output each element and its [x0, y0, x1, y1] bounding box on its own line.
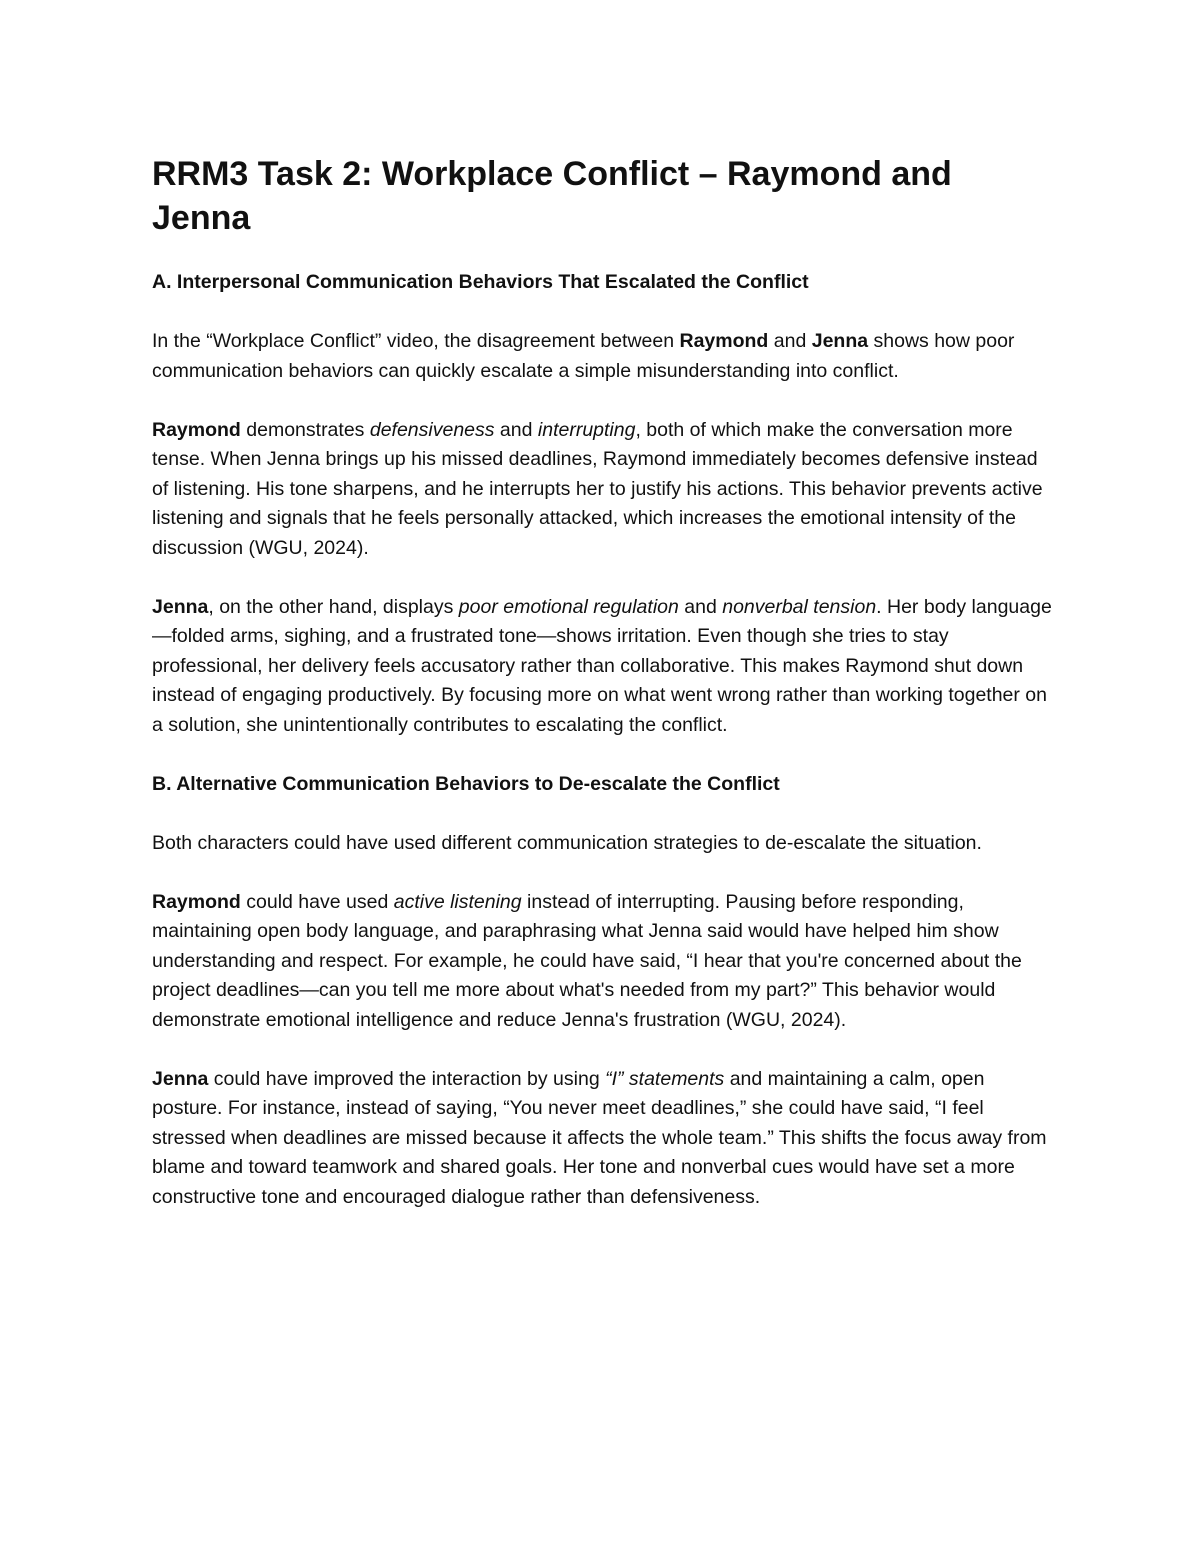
- bold-text: Jenna: [811, 330, 869, 352]
- paragraph: [152, 416, 1057, 564]
- text-run: , on the other hand, displays: [208, 595, 459, 618]
- bold-text: Raymond: [152, 418, 241, 441]
- bold-text: Jenna: [152, 595, 209, 618]
- text-run: and maintaining a calm, open posture. For instance, instead of saying, “You never meet deadlines,” she could have said, “I feel stressed when deadlines are missed because it affects the whole team.” This shifts the focus away from blame and toward teamwork and shared goals. Her tone and nonverbal cues would have set a more constructive tone and encouraged dialogue rather than defensiveness.: [152, 1067, 1047, 1208]
- paragraph: [152, 1065, 1057, 1213]
- text-run: In the “Workplace Conflict” video, the disagreement between: [152, 330, 680, 352]
- text-run: shows how poor communication behaviors can quickly escalate a simple misunderstanding into conflict.: [152, 330, 1015, 382]
- italic-text: “I” statements: [605, 1067, 725, 1090]
- text-run: and: [768, 330, 812, 352]
- document-page: [152, 152, 1057, 1242]
- document-body: [152, 268, 1057, 1212]
- section-heading: A. Interpersonal Communication Behaviors That Escalated the Conflict: [152, 271, 809, 293]
- bold-text: Jenna: [152, 1067, 209, 1090]
- text-run: demonstrates: [240, 418, 370, 441]
- italic-text: interrupting: [537, 418, 636, 441]
- document-title: RRM3 Task 2: Workplace Conflict – Raymond and Jenna: [152, 155, 952, 237]
- italic-text: defensiveness: [369, 418, 495, 441]
- text-run: Both characters could have used different communication strategies to de-escalate the situation.: [152, 831, 982, 854]
- section-heading: B. Alternative Communication Behaviors to De-escalate the Conflict: [152, 772, 780, 795]
- paragraph: [152, 829, 1057, 859]
- paragraph: [152, 593, 1057, 741]
- text-run: and: [494, 418, 538, 441]
- bold-text: Raymond: [152, 890, 241, 913]
- text-run: instead of interrupting. Pausing before responding, maintaining open body language, and paraphrasing what Jenna said would have helped him show understanding and respect. For example, he could have said, “I hear that you're concerned about the project deadlines—can you tell me more about what's needed from my part?” This behavior would demonstrate emotional intelligence and reduce Jenna's frustration (WGU, 2024).: [152, 890, 1022, 1031]
- paragraph: [152, 888, 1057, 1036]
- text-run: could have used: [240, 890, 394, 913]
- italic-text: active listening: [393, 890, 522, 913]
- paragraph: [152, 327, 1057, 386]
- italic-text: nonverbal tension: [722, 595, 877, 618]
- text-run: , both of which make the conversation more tense. When Jenna brings up his missed deadlines, Raymond immediately becomes defensive instead of listening. His tone sharpens, and he interrupts her to justify his actions. This behavior prevents active listening and signals that he feels personally attacked, which increases the emotional intensity of the discussion (WGU, 2024).: [152, 418, 1043, 559]
- italic-text: poor emotional regulation: [458, 595, 679, 618]
- text-run: could have improved the interaction by using: [208, 1067, 606, 1090]
- text-run: . Her body language—folded arms, sighing, and a frustrated tone—shows irritation. Even though she tries to stay professional, her delivery feels accusatory rather than collaborative. This makes Raymond shut down instead of engaging productively. By focusing more on what went wrong rather than working together on a solution, she unintentionally contributes to escalating the conflict.: [152, 595, 1052, 736]
- text-run: and: [678, 595, 723, 618]
- bold-text: Raymond: [679, 330, 769, 352]
